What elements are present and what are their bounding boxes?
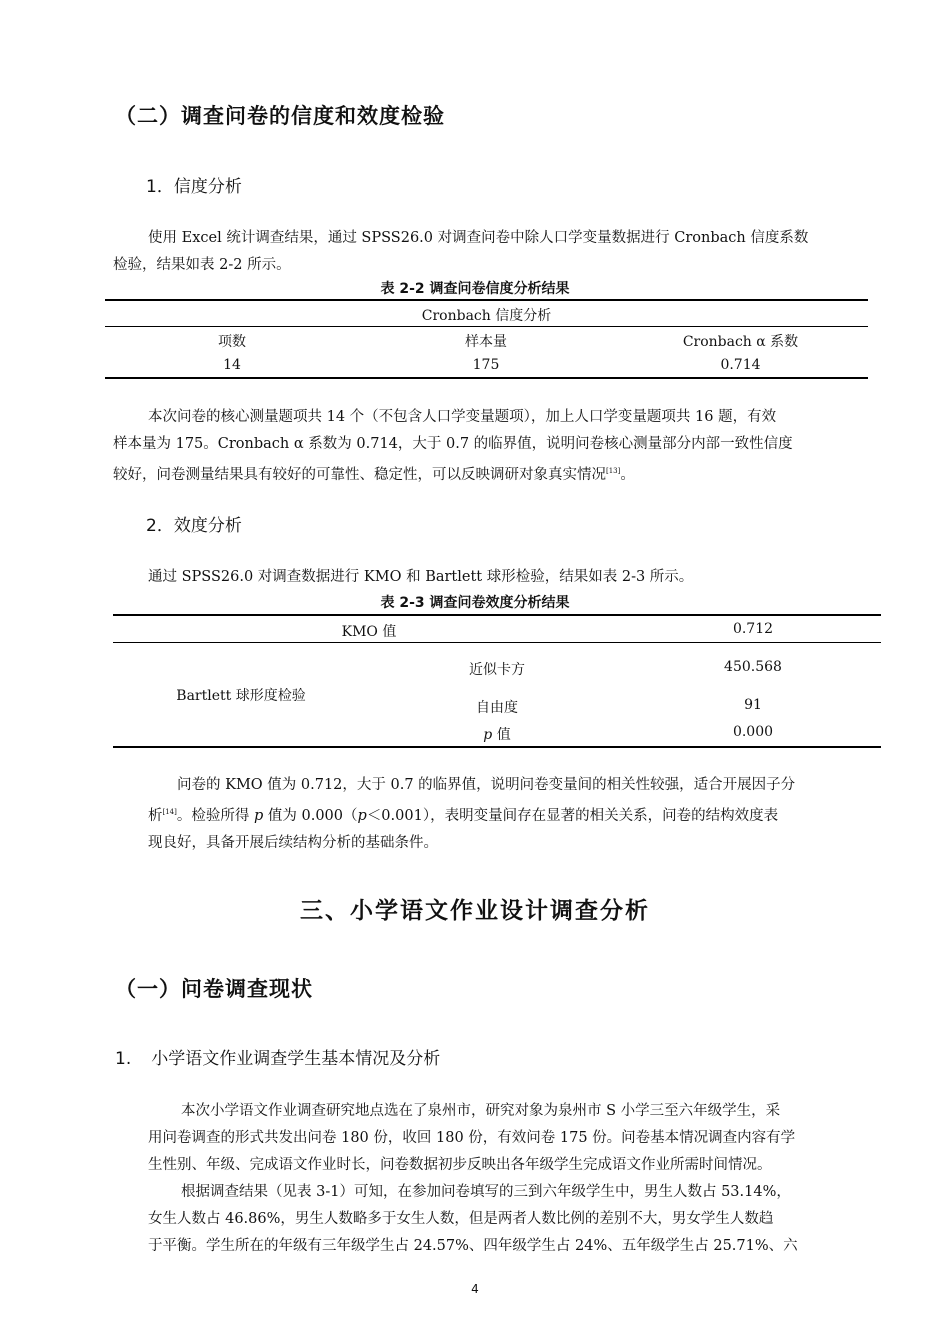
reliability-discussion-line-1: 本次问卷的核心测量题项共 14 个（不包含人口学变量题项），加上人口学变量题项共 16 题，有效 xyxy=(148,409,777,425)
table-2-2-header-sample: 样本量 xyxy=(465,334,507,350)
table-2-2-top-rule xyxy=(105,299,868,301)
chapter-3-heading: 三、小学语文作业设计调查分析 xyxy=(300,898,650,924)
section-heading-3-1: （一）问卷调查现状 xyxy=(115,977,313,1001)
table-2-3-mid-rule xyxy=(113,642,881,643)
basic-info-line-1: 本次小学语文作业调查研究地点选在了泉州市，研究对象为泉州市 S 小学三至六年级学生，采 xyxy=(181,1103,781,1119)
subsection-title: 小学语文作业调查学生基本情况及分析 xyxy=(151,1049,441,1069)
reliability-discussion-line-2: 样本量为 175。Cronbach α 系数为 0.714，大于 0.7 的临界值，说明问卷核心测量部分内部一致性信度 xyxy=(113,436,793,452)
survey-result-line-3: 于平衡。学生所在的年级有三年级学生占 24.57%、四年级学生占 24%、五年级学生占 25.71%、六 xyxy=(148,1238,798,1254)
table-2-2-mid-rule xyxy=(105,326,868,327)
citation-13: [13] xyxy=(606,467,621,475)
table-2-2-cell-sample: 175 xyxy=(472,357,500,373)
survey-result-line-1: 根据调查结果（见表 3-1）可知，在参加问卷填写的三到六年级学生中，男生人数占 53.14%， xyxy=(181,1184,791,1200)
validity-discussion-line-2: 析[14]。检验所得 p 值为 0.000（p＜0.001），表明变量间存在显著的相关关系，问卷的结构效度表 xyxy=(148,808,779,824)
section-heading-2-2: （二）调查问卷的信度和效度检验 xyxy=(115,104,445,128)
table-2-2-cell-alpha: 0.714 xyxy=(720,357,761,373)
survey-result-line-2: 女生人数占 46.86%，男生人数略多于女生人数，但是两者人数比例的差别不大，男女学生人数趋 xyxy=(148,1211,774,1227)
reliability-intro-line-2: 检验，结果如表 2-2 所示。 xyxy=(113,257,291,273)
reliability-intro xyxy=(113,225,873,279)
validity-intro: 通过 SPSS26.0 对调查数据进行 KMO 和 Bartlett 球形检验，结果如表 2-3 所示。 xyxy=(148,569,694,585)
df-value: 91 xyxy=(744,697,762,713)
table-2-2-title: Cronbach 信度分析 xyxy=(421,308,552,324)
validity-heading: 2．效度分析 xyxy=(146,516,242,536)
basic-info-paragraph xyxy=(148,1098,863,1260)
bartlett-label: Bartlett 球形度检验 xyxy=(176,688,306,704)
chi-square-value: 450.568 xyxy=(724,659,782,675)
table-2-3-caption: 表 2-3 调查问卷效度分析结果 xyxy=(380,595,570,611)
table-2-2-header-alpha: Cronbach α 系数 xyxy=(682,334,799,350)
validity-discussion xyxy=(148,772,873,857)
reliability-discussion-line-3: 较好，问卷测量结果具有较好的可靠性、稳定性，可以反映调研对象真实情况[13]。 xyxy=(113,467,635,483)
kmo-label: KMO 值 xyxy=(341,624,397,640)
reliability-discussion xyxy=(113,404,873,489)
table-2-2-header-items: 项数 xyxy=(218,334,246,350)
table-2-2-bottom-rule xyxy=(105,377,868,379)
validity-discussion-line-1: 问卷的 KMO 值为 0.712，大于 0.7 的临界值，说明问卷变量间的相关性较强，适合开展因子分 xyxy=(177,777,796,793)
reliability-heading: 1．信度分析 xyxy=(146,177,242,197)
table-2-3-top-rule xyxy=(113,614,881,616)
df-label: 自由度 xyxy=(476,700,518,716)
p-label: p 值 xyxy=(483,727,511,743)
reliability-intro-line-1: 使用 Excel 统计调查结果，通过 SPSS26.0 对调查问卷中除人口学变量数据进行 Cronbach 信度系数 xyxy=(148,230,809,246)
citation-14: [14] xyxy=(162,808,177,816)
basic-info-line-2: 用问卷调查的形式共发出问卷 180 份，收回 180 份，有效问卷 175 份。问卷基本情况调查内容有学 xyxy=(148,1130,796,1146)
validity-discussion-line-3: 现良好，具备开展后续结构分析的基础条件。 xyxy=(148,835,438,851)
chi-square-label: 近似卡方 xyxy=(469,662,525,678)
basic-info-line-3: 生性别、年级、完成语文作业时长，问卷数据初步反映出各年级学生完成语文作业所需时间情况。 xyxy=(148,1157,772,1173)
subsection-3-1-1 xyxy=(115,1044,440,1069)
page-number: 4 xyxy=(471,1282,479,1296)
subsection-number: 1. xyxy=(115,1049,132,1069)
table-2-2-caption: 表 2-2 调查问卷信度分析结果 xyxy=(380,281,570,297)
p-value: 0.000 xyxy=(732,724,774,740)
table-2-2-cell-items: 14 xyxy=(223,357,241,373)
kmo-value: 0.712 xyxy=(732,621,774,637)
table-2-3-bottom-rule xyxy=(113,746,881,748)
